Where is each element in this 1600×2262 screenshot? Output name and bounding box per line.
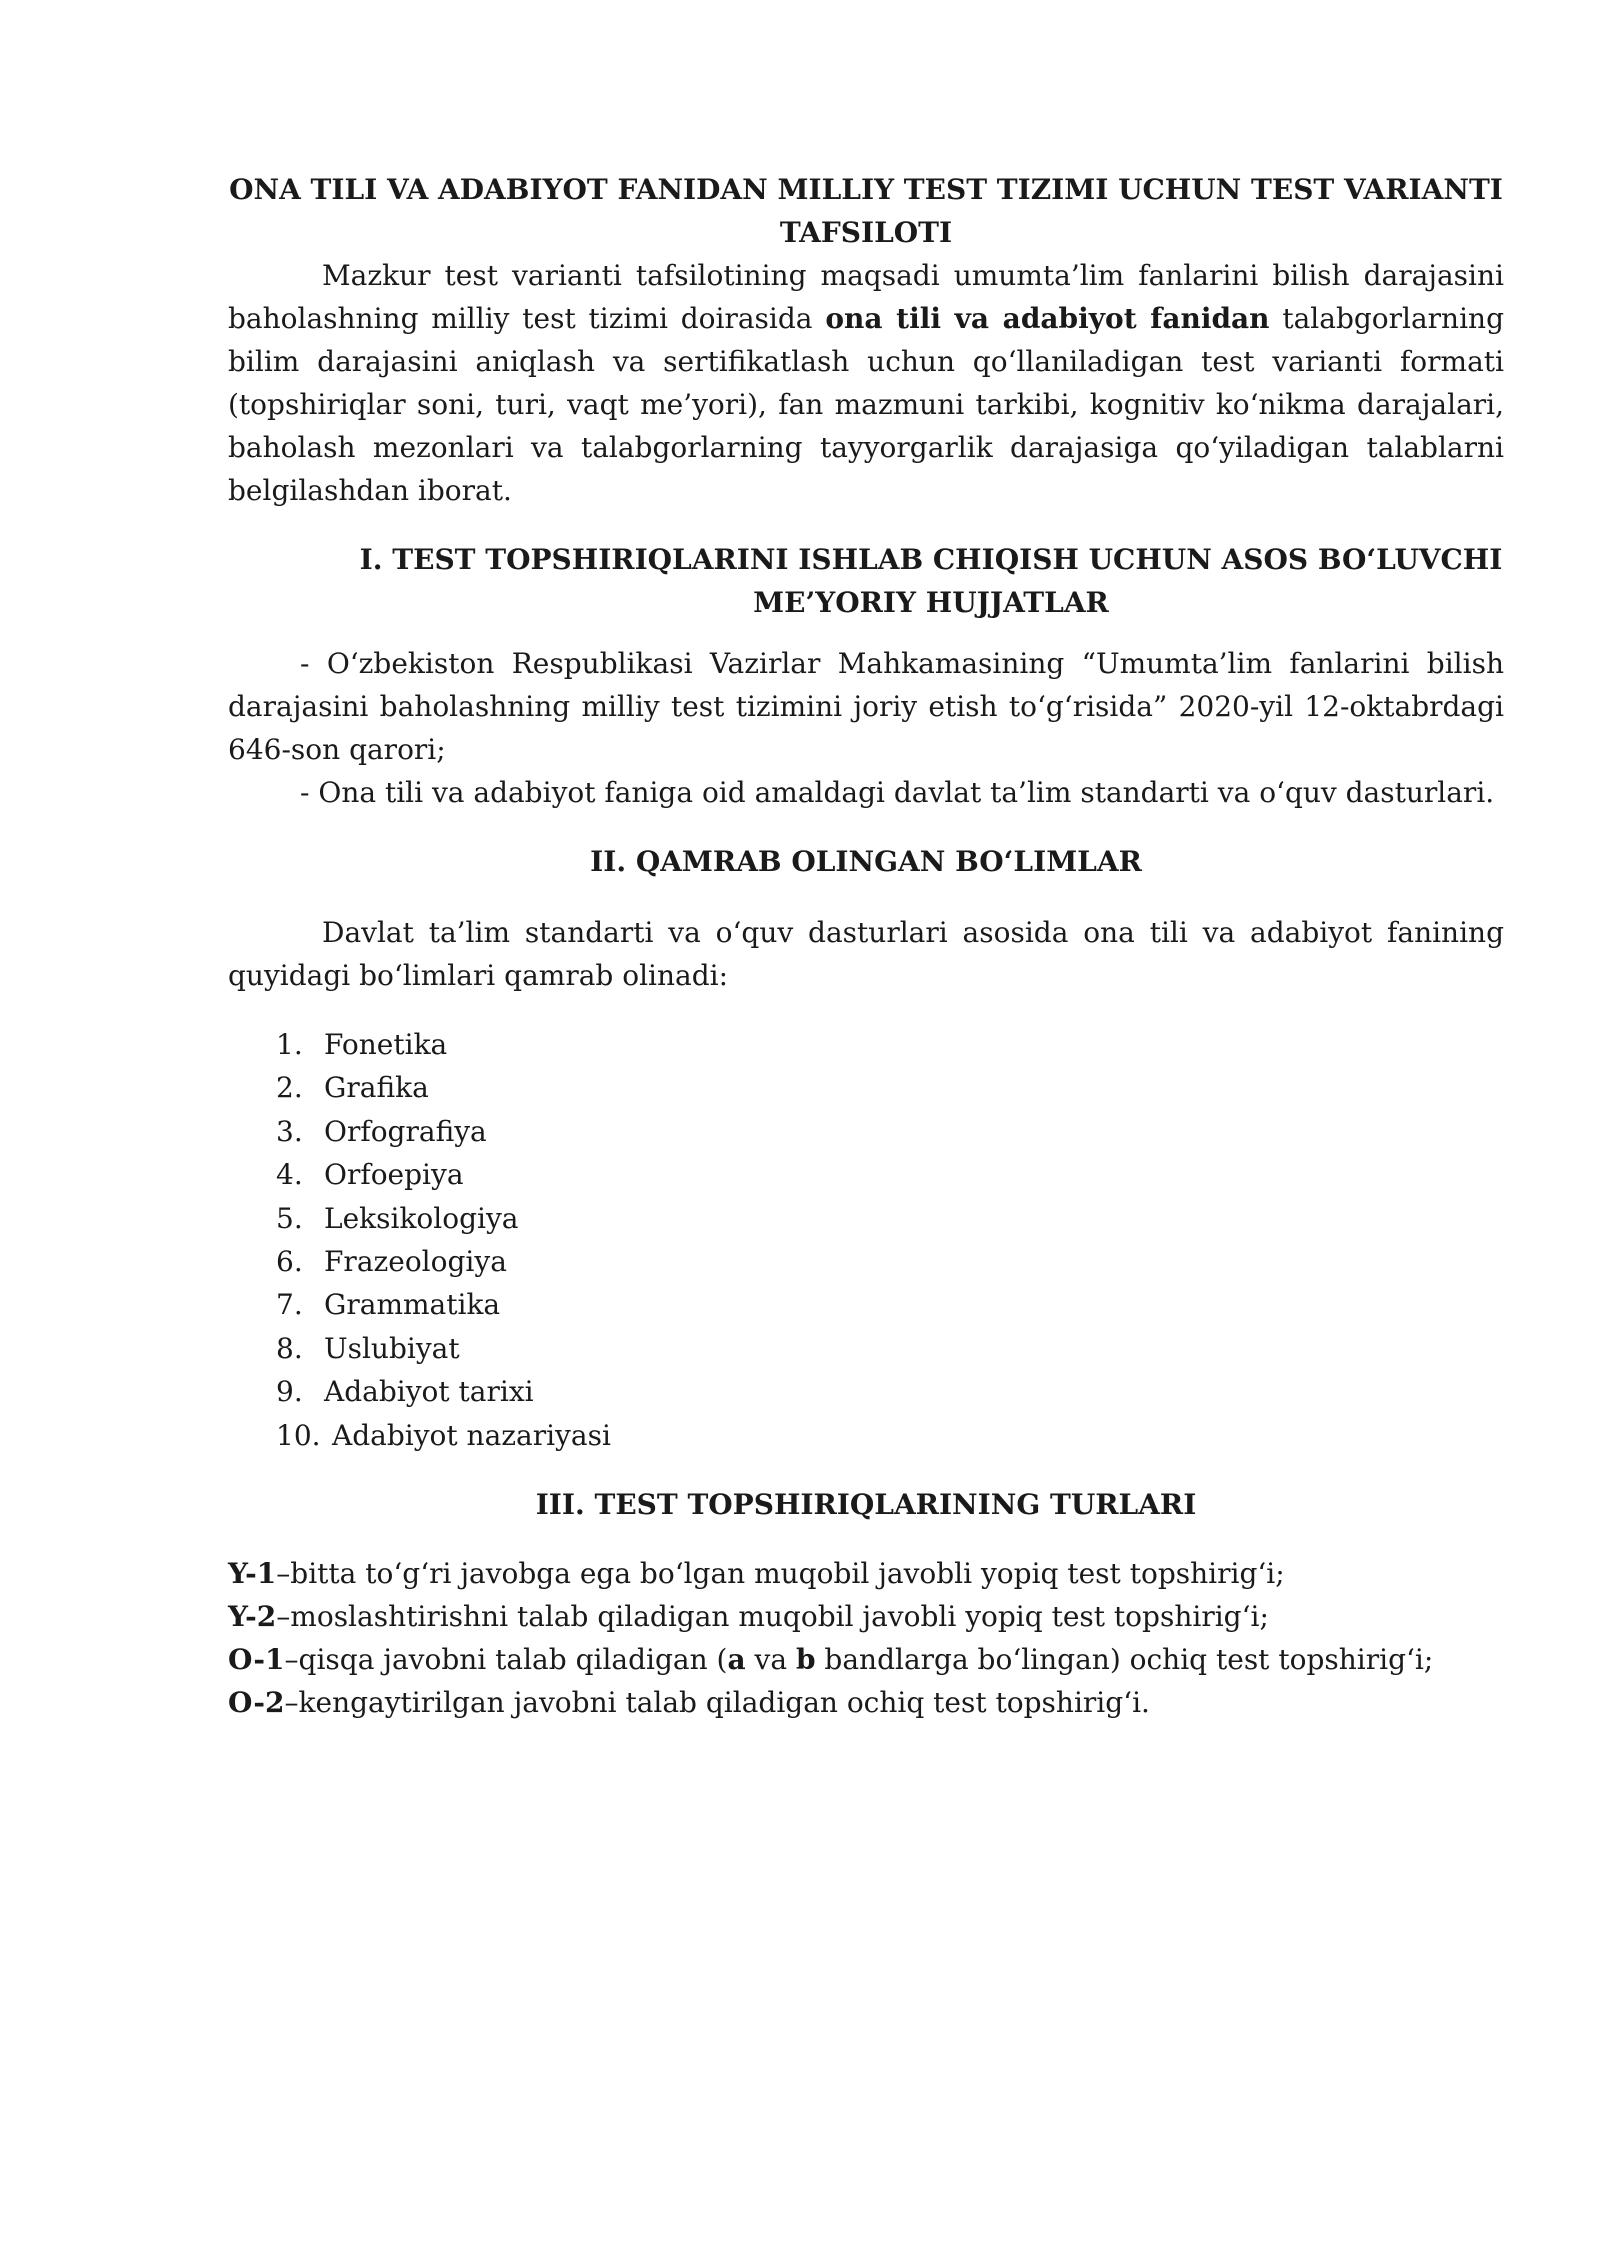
test-type-row [228, 1595, 1504, 1638]
section-1-items [228, 642, 1504, 814]
list-item-number: 4. [276, 1158, 303, 1192]
list-item [276, 1327, 1504, 1370]
test-type-bold-b: b [795, 1643, 816, 1677]
list-item [276, 1110, 1504, 1153]
list-item-label: Fonetika [324, 1028, 448, 1061]
list-item-number: 1. [276, 1028, 303, 1061]
document-title [228, 168, 1504, 254]
intro-text-part2: talabgorlarning bilim darajasini aniqlash va sertifikatlash uchun qo‘llaniladigan test varianti formati (topshiriqlar soni, turi, vaqt me’yori), fan mazmuni tarkibi, kognitiv ko‘nikma darajalari, baholash mezonlari va talabgorlarning tayyorgarlik darajasiga qo‘yiladigan talablarni belgilashdan iborat. [228, 302, 1505, 507]
section-1-heading-line-1: I. TEST TOPSHIRIQLARINI ISHLAB CHIQISH UCHUN ASOS BO‘LUVCHI [359, 543, 1503, 576]
list-item-number: 8. [276, 1331, 303, 1365]
list-item-number: 10. [276, 1418, 321, 1452]
list-item-label: Adabiyot tarixi [324, 1375, 534, 1409]
section-1-heading-line-2: ME’YORIY HUJJATLAR [753, 586, 1109, 619]
test-type-code: O-2 [228, 1686, 285, 1720]
list-item-label: Orfoepiya [324, 1158, 464, 1192]
list-item-label: Frazeologiya [324, 1245, 507, 1279]
test-type-text: –bitta to‘g‘ri javobga ega bo‘lgan muqobil javobli yopiq test topshirig‘i; [276, 1557, 1285, 1591]
section-3-heading: III. TEST TOPSHIRIQLARINING TURLARI [535, 1488, 1197, 1522]
test-type-row [228, 1681, 1504, 1724]
list-item [276, 1414, 1504, 1457]
test-type-text: –kengaytirilgan javobni talab qiladigan ochiq test topshirig‘i. [284, 1686, 1150, 1720]
list-item-label: Leksikologiya [324, 1201, 519, 1235]
list-item-number: 5. [276, 1201, 303, 1235]
intro-bold-phrase: ona tili va adabiyot fanidan [825, 302, 1270, 335]
test-type-row [228, 1552, 1504, 1595]
list-item-label: Grammatika [324, 1288, 501, 1322]
document-page [228, 168, 1504, 1724]
test-type-code: O-1 [228, 1643, 285, 1677]
list-item-label: Adabiyot nazariyasi [332, 1418, 611, 1452]
list-item [276, 1240, 1504, 1283]
list-item-label: Orfografiya [324, 1114, 487, 1148]
list-item [276, 1370, 1504, 1413]
section-1-heading [228, 538, 1504, 624]
list-item [276, 1023, 1504, 1066]
section-2-intro: Davlat ta’lim standarti va o‘quv dasturlari asosida ona tili va adabiyot fanining quyidagi bo‘limlari qamrab olinadi: [228, 916, 1504, 992]
list-item [276, 1197, 1504, 1240]
list-item-label: Uslubiyat [324, 1331, 460, 1365]
list-item-number: 3. [276, 1114, 303, 1148]
section-2-heading: II. QAMRAB OLINGAN BO‘LIMLAR [590, 845, 1142, 878]
test-type-row [228, 1638, 1504, 1681]
sections-list [276, 1023, 1504, 1457]
test-types [228, 1552, 1504, 1724]
section-1-item: - Ona tili va adabiyot faniga oid amaldagi davlat ta’lim standarti va o‘quv dasturlari. [300, 776, 1495, 809]
test-type-code: Y-2 [228, 1600, 277, 1634]
test-type-bold-a: a [727, 1643, 746, 1677]
intro-paragraph [228, 254, 1504, 512]
list-item-label: Grafika [324, 1071, 429, 1105]
list-item-number: 6. [276, 1245, 303, 1279]
list-item-number: 9. [276, 1375, 303, 1409]
test-type-text: –moslashtirishni talab qiladigan muqobil javobli yopiq test topshirig‘i; [276, 1600, 1269, 1634]
list-item [276, 1153, 1504, 1196]
intro-text-part1: Mazkur test varianti tafsilotining maqsadi umumta’lim fanlarini bilish darajasini baholashning milliy test tizimi doirasida [228, 259, 1504, 335]
test-type-text: –qisqa javobni talab qiladigan ( [284, 1643, 728, 1677]
list-item-number: 7. [276, 1288, 303, 1322]
list-item [276, 1066, 1504, 1109]
title-line-2: TAFSILOTI [779, 216, 953, 249]
list-item [276, 1283, 1504, 1326]
title-line-1: ONA TILI VA ADABIYOT FANIDAN MILLIY TEST TIZIMI UCHUN TEST VARIANTI [229, 173, 1503, 206]
test-type-text: va [745, 1643, 796, 1677]
list-item-number: 2. [276, 1071, 303, 1105]
test-type-text: bandlarga bo‘lingan) ochiq test topshirig‘i; [815, 1643, 1434, 1677]
section-1-item: - O‘zbekiston Respublikasi Vazirlar Mahkamasining “Umumta’lim fanlarini bilish darajasini baholashning milliy test tizimini joriy etish to‘g‘risida” 2020-yil 12-oktabrdagi 646-son qarori; [228, 647, 1504, 766]
test-type-code: Y-1 [228, 1557, 277, 1591]
